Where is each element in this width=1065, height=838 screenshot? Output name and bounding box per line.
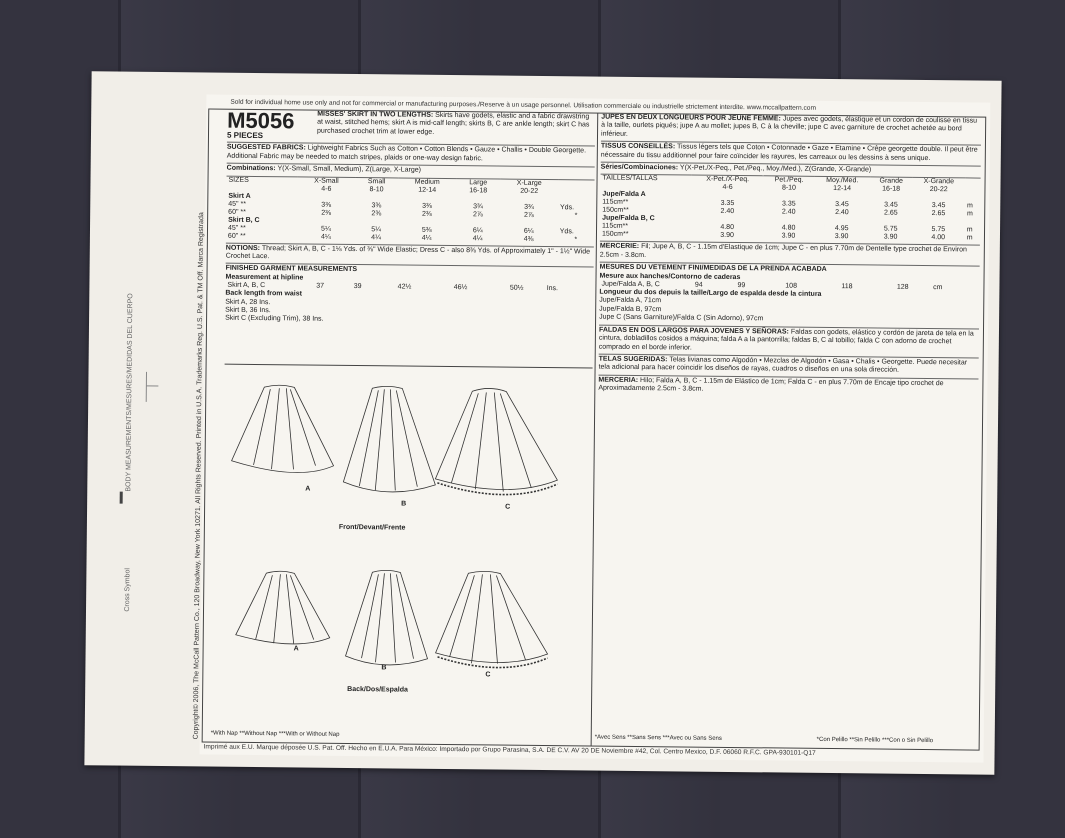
front-label: Front/Devant/Frente: [338, 523, 406, 532]
yardage-cell: 2⅜: [371, 209, 382, 217]
yardage-cell: 3⅜: [321, 201, 332, 209]
merceria: Hilo; Falda A, B, C - 1.15m de Elástico de 1cm; Falda C - en plus 7.70m de Encaje tipo crochet de Aproximadamente 2.5cm - 3.8cm.: [598, 376, 944, 393]
title-en: MISSES' SKIRT IN TWO LENGTHS:: [317, 110, 434, 119]
yardage-cell: 6¼: [523, 227, 534, 235]
size-num: 16-18: [882, 185, 901, 194]
longueur-a: Jupe/Falda A, 71cm: [599, 297, 662, 305]
skirt-back-b: [345, 570, 428, 665]
metric-cell: 4.95: [834, 225, 849, 233]
yardage-cell: 4¼: [472, 234, 483, 242]
mercerie-label: MERCERIE:: [599, 243, 640, 251]
fabrics-en: Lightweight Fabrics Such as Cotton • Cotton Blends • Gauze • Challis • Double Georgette. Additional Fabric may be needed to match stripes, plaids or one-way design fabric.: [226, 144, 587, 163]
metric-cell: 3.90: [781, 232, 796, 241]
description-es: Faldas con godets, elástico y cordón de jareta de tela en la cintura, dobladillos cosidos a máquina; falda A a la pantorrilla; faldas B, C al tobillo; falda C con adorno de crochet comprado en el borde inferior.: [598, 328, 974, 352]
title-fr: JUPES EN DEUX LONGUEURS POUR JEUNE FEMME:: [601, 113, 781, 123]
view-label-c-back: C: [485, 671, 491, 679]
yardage-cell: 2⅜: [422, 210, 432, 218]
import-line: Imprimé aux E.U. Marque déposée U.S. Pat. Off. Hecho en E.U.A. Para México: Importado por Grupo Parasina, S.A. DE C.V. AV 20 DE Noviembre #42, Col. Centro Mexico, D.F. 06060 R.F.C. GPA-930101-Q17: [203, 743, 816, 757]
view-label-a: A: [305, 485, 311, 493]
jupe-a-label: Jupe/Falda A: [602, 191, 646, 199]
hip-value: 37: [316, 282, 325, 290]
finished-label: FINISHED GARMENT MEASUREMENTS: [225, 265, 358, 274]
metric-yardage-table: [600, 174, 981, 243]
content-frame: [192, 107, 987, 750]
back-length-a: Skirt A, 28 Ins.: [225, 298, 271, 306]
back-view-label: Back/Dos/Espalda: [347, 685, 408, 694]
metric-cell: 3.90: [834, 233, 849, 241]
skirt-front-c: [435, 388, 558, 495]
yardage-cell: 3⅜: [422, 202, 432, 210]
yardage-cell: 5¼: [321, 225, 331, 233]
view-label-b-back: B: [381, 664, 387, 672]
m-unit: m: [966, 210, 973, 218]
yardage-table: [226, 175, 595, 244]
yardage-cell: 4¼: [320, 233, 331, 241]
yardage-cell: 6¼: [472, 226, 483, 234]
yardage-cell: 2⅜: [321, 209, 332, 217]
hip-value: 46½: [453, 284, 468, 292]
fr-fabric: Tissus légers tels que Coton • Cotonnade • Gaze • Etamine • Crêpe georgette double. Il peut être nécessaire du tissu additionnel pour faire coïncider les rayures, les carreaux ou les dessins à sens unique.: [600, 143, 978, 162]
nap-key-en: *With Nap **Without Nap ***With or Without Nap: [210, 730, 340, 738]
french-spanish-column: [598, 114, 981, 397]
sold-line: Sold for individual home use only and not for commercial or manufacturing purposes./Reserve à un usage personnel. Utilisation commerciale ou industrielle strictement interdite. www.mccallpattern.com: [230, 98, 817, 112]
m-unit: m: [967, 202, 973, 210]
yardage-cell: 3¾: [473, 202, 483, 210]
yardage-cell: 3¾: [524, 203, 534, 211]
metric-cell: 3.90: [720, 232, 734, 240]
width-45: 45" **: [227, 224, 246, 232]
size-num: 16-18: [469, 186, 488, 195]
yardage-cell: 5⅜: [421, 226, 432, 234]
combinations-label: Combinations:: [226, 164, 276, 173]
width-60: 60" **: [227, 232, 246, 240]
metric-cell: 3.35: [781, 200, 796, 209]
es-fabric-label: TELAS SUGERIDAS:: [598, 355, 668, 364]
sizes-label: SIZES: [228, 176, 249, 184]
hanches-value: 128: [896, 283, 909, 291]
skirt-back-a: [236, 571, 331, 645]
skirt-a-label: Skirt A: [228, 192, 251, 200]
mesures-label: MESURES DU VETEMENT FINI/MEDIDAS DE LA PRENDA ACABADA: [599, 263, 827, 274]
hanches-row-label: Jupe/Falda A, B, C: [601, 280, 660, 289]
star-mark: *: [574, 235, 578, 243]
english-column: [225, 107, 595, 328]
envelope-back-text: BODY MEASUREMENTS/MESURES/MEDIDAS DEL CUERPO: [125, 293, 135, 492]
taille-name: Pet./Peq.: [774, 176, 804, 185]
size-num: 12-14: [833, 185, 852, 193]
metric-cell: 2.40: [781, 208, 796, 217]
metric-cell: 3.45: [835, 201, 849, 209]
combinations-en: Y(X-Small, Small, Medium), Z(Large, X-Large): [277, 165, 422, 174]
skirt-front-b: [343, 386, 436, 492]
taille-name: X-Grande: [923, 178, 955, 186]
pattern-back-card: [192, 94, 991, 762]
description-fr: Jupes avec godets, élastique et un cordon de coulisse en tissu à la taille, ourlets piqués; jupe A au mollet; jupes B, C à la cheville; jupe C avec garniture de crochet achetée au bord inférieur.: [600, 115, 978, 138]
hanches-label: Mesure aux hanches/Contorno de caderas: [599, 272, 741, 281]
yardage-cell: 2⅞: [524, 211, 534, 219]
size-num: 8-10: [369, 185, 384, 193]
metric-cell: 4.80: [781, 224, 796, 233]
metric-cell: 4.00: [931, 234, 946, 242]
size-num: 4-6: [722, 184, 733, 192]
skirt-front-a: [231, 385, 334, 473]
envelope-back-text-2: Cross Symbol: [124, 568, 132, 612]
size-num: 12-14: [418, 186, 437, 194]
size-name: X-Large: [516, 179, 542, 187]
size-name: Small: [367, 177, 386, 185]
longueur-b: Jupe/Falda B, 97cm: [599, 305, 662, 314]
yds-unit: Yds.: [559, 203, 575, 211]
cm-115: 115cm**: [602, 199, 629, 207]
metric-cell: 2.65: [931, 210, 946, 218]
title-es: FALDAS EN DOS LARGOS PARA JOVENES Y SEÑORAS:: [598, 326, 789, 336]
metric-cell: 3.35: [720, 200, 735, 208]
metric-cell: 2.40: [720, 208, 735, 216]
size-num: 20-22: [929, 186, 948, 194]
skirt-drawings: [221, 365, 593, 729]
copyright-vertical: Copyright© 2006, The McCall Pattern Co., 120 Broadway, New York 10271. All Rights Reserved. Printed in U.S.A. Trademarks Reg. U.S. Pat. & TM Off. Marca Registrada: [192, 212, 206, 740]
yardage-cell: 4¼: [421, 234, 432, 242]
nap-key-fr: *Avec Sens **Sans Sens ***Avec ou Sans Sens: [594, 734, 722, 742]
hip-value: 42½: [397, 283, 412, 291]
width-45: 45" **: [228, 200, 246, 208]
size-num: 8-10: [781, 184, 797, 193]
skirt-illustrations: [221, 364, 593, 739]
taille-name: Moy./Med.: [826, 177, 859, 185]
back-length-c: Skirt C (Excluding Trim), 38 Ins.: [225, 315, 324, 324]
metric-cell: 4.80: [720, 224, 735, 232]
pattern-envelope: [84, 71, 1001, 774]
view-label-c: C: [505, 503, 511, 511]
cm-unit: cm: [933, 284, 943, 292]
hanches-value: 99: [737, 282, 746, 290]
pattern-number: M5056: [227, 107, 295, 134]
longueur-c: Jupe C (Sans Garniture)/Falda C (Sin Adorno), 97cm: [599, 313, 764, 323]
notions-en: Thread; Skirt A, B, C - 1⅛ Yds. of ⅜" Wide Elastic; Dress C - also 8⅜ Yds. of Approximately 1" - 1½" Wide Crochet Lace.: [225, 244, 591, 261]
merceria-label: MERCERIA:: [598, 376, 639, 384]
size-name: Medium: [414, 178, 440, 186]
metric-cell: 2.40: [835, 209, 849, 217]
notions-label: NOTIONS:: [225, 244, 261, 252]
metric-cell: 3.45: [931, 202, 946, 210]
size-name: Large: [469, 178, 488, 187]
ins-unit: Ins.: [546, 285, 559, 293]
fabrics-label: SUGGESTED FABRICS:: [226, 144, 306, 152]
fr-fabric-label: TISSUS CONSEILLÉS:: [600, 142, 676, 151]
hip-value: 50½: [509, 284, 524, 293]
yds-unit: Yds.: [559, 227, 574, 235]
hip-row-label: Skirt A, B, C: [227, 281, 266, 290]
pieces-count: 5 PIECES: [226, 130, 264, 141]
yardage-cell: 4¼: [371, 233, 381, 241]
cm-150: 150cm**: [601, 231, 629, 239]
nap-key-es: *Con Pelillo **Sin Pelillo ***Con o Sin Pelillo: [816, 736, 934, 745]
taille-name: Grande: [879, 177, 903, 186]
size-num: 4-6: [321, 185, 332, 193]
hip-value: 39: [353, 283, 362, 291]
view-label-a-back: A: [293, 645, 299, 653]
jupe-bc-label: Jupe/Falda B, C: [602, 215, 655, 223]
es-fabric: Telas livianas como Algodón • Mezclas de Algodón • Gasa • Chalis • Georgette. Puede necesitar tela adicional para hacer coincidir los diseños de rayas, cuadros o diseños en una sola dirección.: [598, 356, 968, 375]
mercerie: Fil; Jupe A, B, C - 1.15m d'Elastique de 1cm; Jupe C - en plus 7.70m de Dentelle type crochet de Environ 2.5cm - 3.8cm.: [599, 243, 967, 259]
tailles-label: TAILLES/TALLAS: [602, 175, 658, 183]
longueur-label: Longueur du dos depuis la taille/Largo de espalda desde la cintura: [599, 288, 822, 298]
description-en: Skirts have godets, elastic and a fabric drawstring at waist, stitched hems; skirt A is mid-calf length; skirts B, C are ankle length; skirt C has purchased crochet trim at lower edge.: [317, 111, 590, 136]
metric-cell: 2.65: [884, 209, 898, 218]
width-60: 60" **: [228, 208, 246, 216]
hanches-value: 118: [841, 283, 853, 291]
size-num: 20-22: [520, 187, 539, 195]
series-label: Séries/Combinaciones:: [600, 163, 679, 172]
yardage-cell: 3⅜: [371, 201, 382, 209]
skirt-bc-label: Skirt B, C: [228, 216, 260, 224]
m-unit: m: [966, 234, 973, 242]
size-name: X-Small: [314, 177, 339, 185]
hanches-value: 108: [785, 282, 798, 290]
metric-cell: 3.45: [884, 201, 898, 210]
metric-cell: 5.75: [931, 226, 946, 234]
back-length-b: Skirt B, 36 Ins.: [225, 306, 271, 315]
hanches-value: 94: [694, 281, 703, 289]
yardage-cell: 2⅞: [473, 210, 483, 218]
metric-cell: 5.75: [883, 225, 898, 234]
cm-115: 115cm**: [602, 223, 629, 231]
skirt-back-c: [435, 571, 548, 668]
series-text: Y(X-Pet./X-Peq., Pet./Peq., Moy./Med.), Z(Grande, X-Grande): [679, 164, 872, 174]
star-mark: *: [574, 211, 578, 219]
yardage-cell: 5¼: [371, 225, 382, 233]
hip-label: Measurement at hipline: [225, 273, 304, 282]
back-length-label: Back length from waist: [225, 289, 303, 298]
taille-name: X-Pet./X-Peq.: [706, 176, 750, 184]
view-label-b: B: [401, 500, 407, 508]
yardage-cell: 4⅜: [523, 235, 534, 243]
metric-cell: 3.90: [883, 233, 898, 242]
m-unit: m: [966, 226, 973, 234]
cm-150: 150cm**: [602, 207, 629, 215]
